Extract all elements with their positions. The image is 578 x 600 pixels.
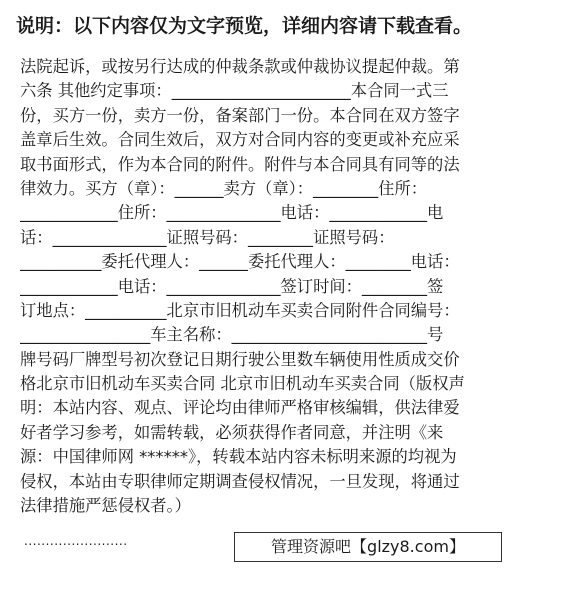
document-line: 六条 其他约定事项：______________________本合同一式三 [20, 81, 449, 101]
source-link-button[interactable]: 管理资源吧【glzy8.com】 [234, 532, 502, 562]
document-line: ________________车主名称：________________________号 [20, 325, 444, 345]
document-line: 法院起诉，或按另行达成的仲裁条款或仲裁协议提起仲裁。第 [20, 57, 460, 76]
document-line: 源：中国律师网 ******》，转载本站内容未标明来源的均视为 [20, 447, 457, 467]
document-line: 格北京市旧机动车买卖合同 北京市旧机动车买卖合同（版权声 [20, 374, 465, 394]
dotted-separator: ........................ [24, 534, 128, 548]
document-line: 法律措施严惩侵权者。） [20, 496, 191, 516]
document-line: 份，买方一份，卖方一份，备案部门一份。本合同在双方签字 [20, 105, 460, 125]
document-line: 好者学习参考，如需转载，必须获得作者同意，并注明《来 [20, 422, 444, 442]
document-line: 侵权，本站由专职律师定期调查侵权情况，一旦发现，将通过 [20, 471, 460, 491]
document-line: 取书面形式，作为本合同的附件。附件与本合同具有同等的法 [20, 154, 460, 174]
document-line: 牌号码厂牌型号初次登记日期行驶公里数车辆使用性质成交价 [20, 349, 460, 369]
document-line: 盖章后生效。合同生效后，双方对合同内容的变更或补充应采 [20, 130, 460, 150]
document-line: ____________住所：______________电话：____________电 [20, 203, 444, 223]
document-line: __________委托代理人：______委托代理人：________电话： [20, 252, 460, 272]
document-line: 话：______________证照号码：________证照号码： [20, 227, 395, 247]
document-line: 律效力。买方（章）：______卖方（章）：________住所： [20, 178, 428, 198]
document-line: 订地点：__________北京市旧机动车买卖合同附件合同编号： [20, 300, 460, 320]
document-line: ____________电话：______________签订时间：________签 [20, 276, 444, 296]
document-line: 明：本站内容、观点、评论均由律师严格审核编辑，供法律爱 [20, 398, 460, 418]
preview-notice-header: 说明：以下内容仅为文字预览，详细内容请下载查看。 [16, 15, 473, 37]
document-body [20, 55, 556, 518]
